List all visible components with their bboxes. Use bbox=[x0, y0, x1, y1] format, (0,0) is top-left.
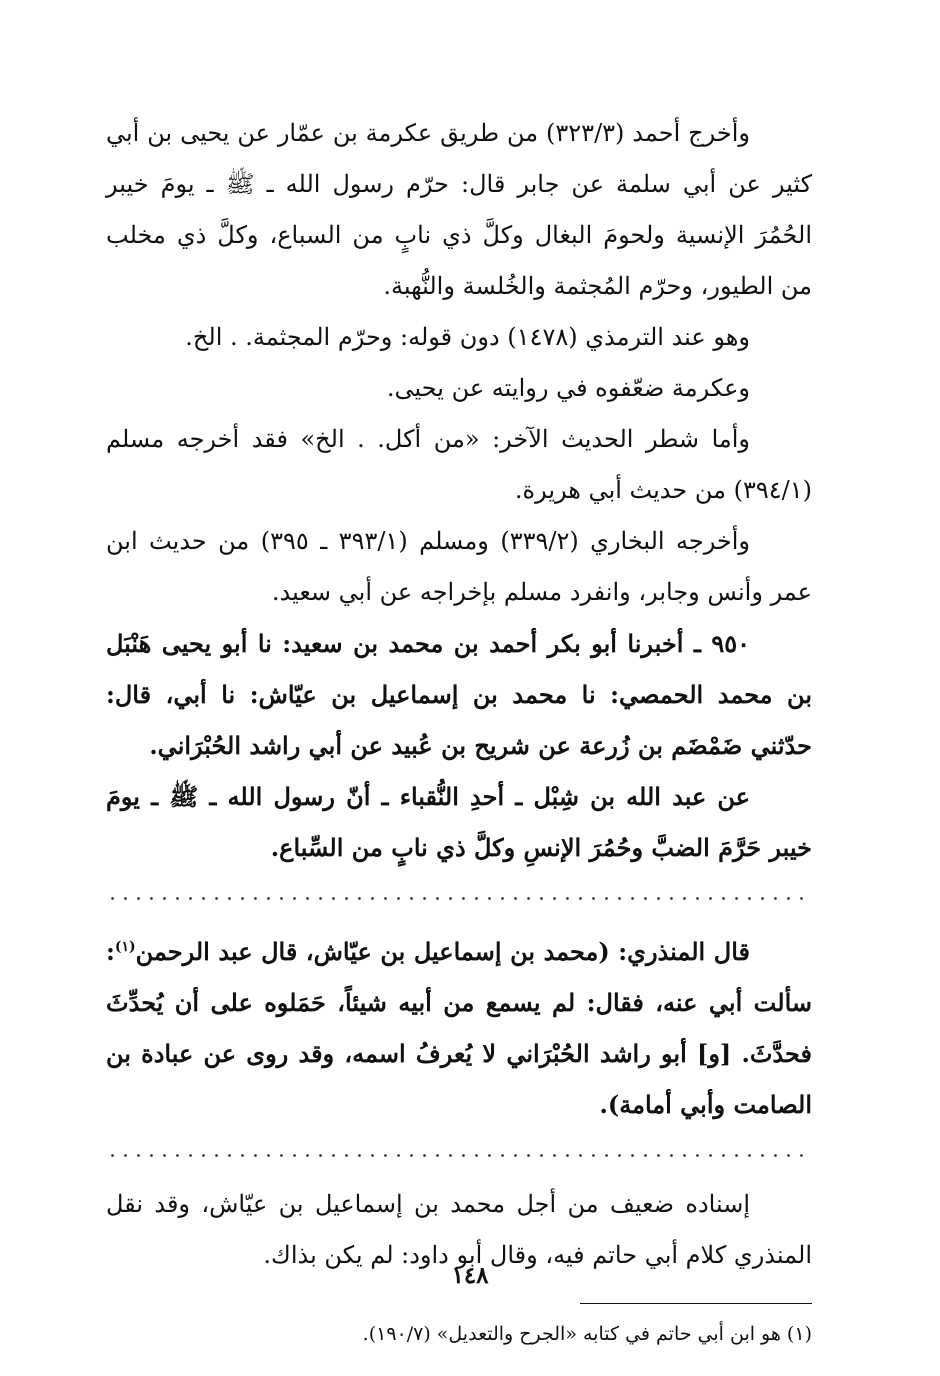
mundhiri-quote bbox=[106, 922, 812, 1130]
paragraph-bukhari: وأخرجه البخاري (٣٣٩/٢) ومسلم (٣٩٣/١ ـ ٣٩٥) من حديث ابن عمر وأنس وجابر، وانفرد مسلم بإخراجه عن أبي سعيد. bbox=[106, 527, 812, 606]
paragraph-commentary: إسناده ضعيف من أجل محمد بن إسماعيل بن عيّاش، وقد نقل المنذري كلام أبي حاتم فيه، وقال أبو داود: لم يكن بذاك. bbox=[106, 1190, 812, 1269]
dotted-separator-top bbox=[106, 897, 812, 900]
paragraph-ahmad-narration: وأخرج أحمد (٣٢٣/٣) من طريق عكرمة بن عمّار عن يحيى بن أبي كثير عن أبي سلمة عن جابر قال: حرّم رسول الله ـ ﷺ ـ يومَ خيبر الحُمُرَ الإنسية ولحومَ البغال وكلَّ ذي نابٍ من السباع، وكلَّ ذي مخلب من الطيور، وحرّم المُجثمة والخُلسة والنُّهبة. bbox=[106, 119, 813, 300]
mundhiri-text-start: قال المنذري: (محمد بن إسماعيل بن عيّاش، قال عبد الرحمن bbox=[135, 937, 750, 966]
mundhiri-text-end: : سألت أبي عنه، فقال: لم يسمع من أبيه شيئاً، حَمَلوه على أن يُحدِّثَ فحدَّثَ. [و] أبو راشد الحُبْرَاني لا يُعرفُ اسمه، وقد روى عن عبادة بن الصامت وأبي أمامة). bbox=[106, 937, 812, 1119]
hadith-matn: عن عبد الله بن شِبْل ـ أحدِ النُّقباء ـ أنّ رسول الله ـ ﷺ ـ يومَ خيبر حَرَّمَ الضبَّ وحُمُرَ الإنسِ وكلَّ ذي نابٍ من السِّباع. bbox=[106, 782, 812, 862]
dotted-separator-bottom bbox=[106, 1154, 812, 1157]
main-text bbox=[106, 108, 812, 1356]
footnote-divider bbox=[580, 1303, 812, 1304]
footnote-reference: (١) bbox=[114, 939, 136, 955]
paragraph-ikrima: وعكرمة ضعّفوه في روايته عن يحيى. bbox=[386, 374, 750, 402]
paragraph-tirmidhi: وهو عند الترمذي (١٤٧٨) دون قوله: وحرّم المجثمة. . الخ. bbox=[185, 323, 750, 351]
page-number: ١٤٨ bbox=[451, 1262, 489, 1289]
hadith-isnad: ٩٥٠ ـ أخبرنا أبو بكر أحمد بن محمد بن سعيد: نا أبو يحيى هَنْبَل بن محمد الحمصي: نا محمد بن إسماعيل بن عيّاش: نا أبي، قال: حدّثني ضَمْضَم بن زُرعة عن شريح بن عُبيد عن أبي راشد الحُبْرَاني. bbox=[106, 629, 812, 760]
paragraph-second-half: وأما شطر الحديث الآخر: «من أكل. . الخ» فقد أخرجه مسلم (٣٩٤/١) من حديث أبي هريرة. bbox=[106, 425, 812, 504]
footnote: (١) هو ابن أبي حاتم في كتابه «الجرح والتعديل» (١٩٠/٧). bbox=[362, 1323, 812, 1345]
